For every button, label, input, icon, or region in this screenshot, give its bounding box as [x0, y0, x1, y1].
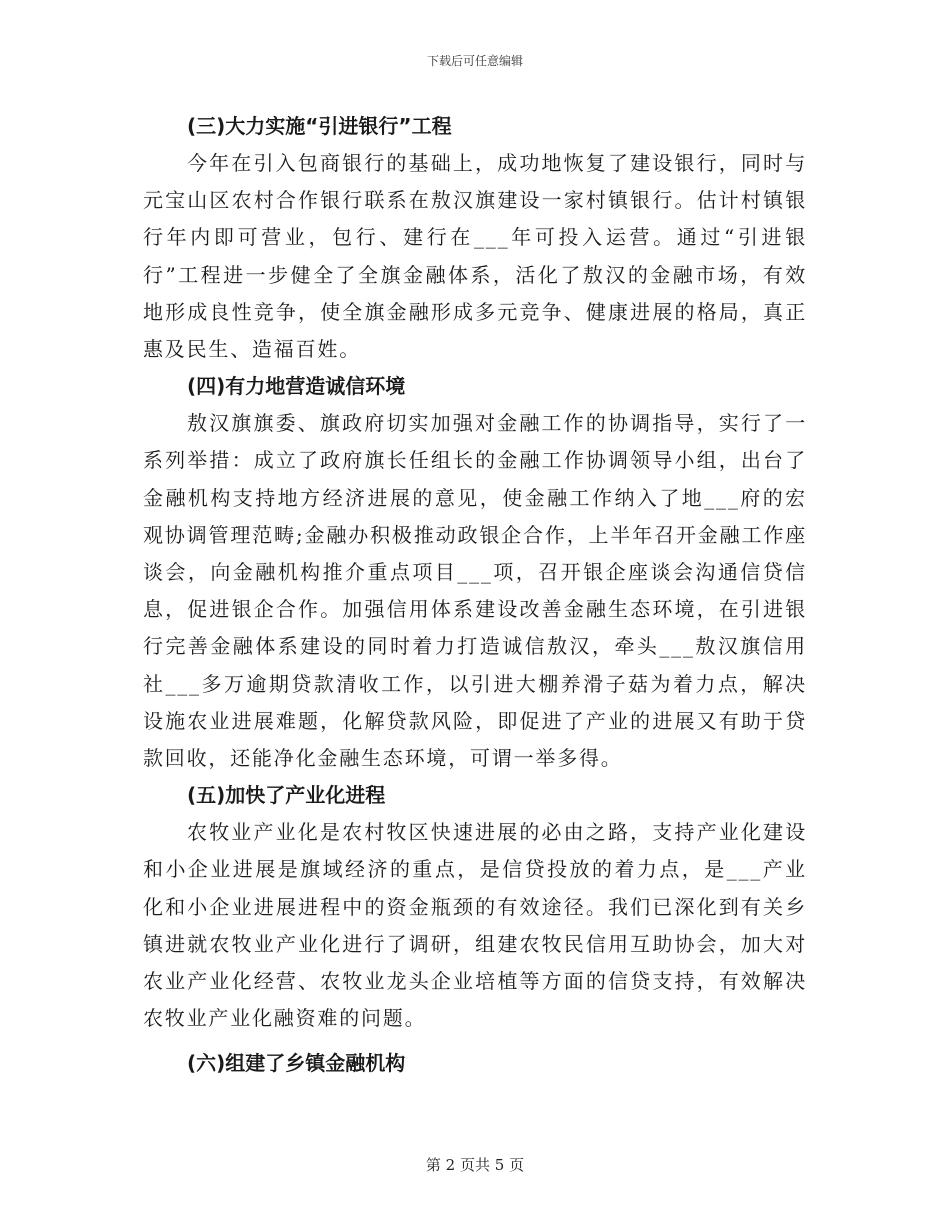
page-footer: 第 2 页共 5 页: [425, 1156, 525, 1174]
section-heading-3: (三)大力实施“引进银行”工程: [187, 114, 452, 138]
section-paragraph-3: 今年在引入包商银行的基础上，成功地恢复了建设银行，同时与元宝山区农村合作银行联系在敖汉旗建设一家村镇银行。估计村镇银行年内即可营业，包行、建行在___年可投入运营。通过“引进银行”工程进一步健全了全旗金融体系，活化了敖汉的金融市场，有效地形成良性竞争，使全旗金融形成多元竞争、健康进展的格局，真正惠及民生、造福百姓。: [143, 151, 807, 362]
section-heading-4: (四)有力地营造诚信环境: [187, 374, 406, 399]
section-paragraph-4: 敖汉旗旗委、旗政府切实加强对金融工作的协调指导，实行了一系列举措：成立了政府旗长任组长的金融工作协调领导小组，出台了金融机构支持地方经济进展的意见，使金融工作纳入了地___府的宏观协调管理范畴;金融办积极推动政银企合作，上半年召开金融工作座谈会，向金融机构推介重点项目___项，召开银企座谈会沟通信贷信息，促进银企合作。加强信用体系建设改善金融生态环境，在引进银行完善金融体系建设的同时着力打造诚信敖汉，牵头___敖汉旗信用社___多万逾期贷款清收工作，以引进大棚养滑子菇为着力点，解决设施农业进展难题，化解贷款风险，即促进了产业的进展又有助于贷款回收，还能净化金融生态环境，可谓一举多得。: [143, 411, 807, 771]
page-header: 下载后可任意编辑: [426, 54, 523, 68]
section-paragraph-5: 农牧业产业化是农村牧区快速进展的必由之路，支持产业化建设和小企业进展是旗域经济的重点，是信贷投放的着力点，是___产业化和小企业进展进程中的资金瓶颈的有效途径。我们已深化到有关乡镇进就农牧业产业化进行了调研，组建农牧民信用互助协会，加大对农业产业化经营、农牧业龙头企业培植等方面的信贷支持，有效解决农牧业产业化融资难的问题。: [143, 820, 807, 1031]
section-heading-5: (五)加快了产业化进程: [187, 783, 386, 808]
document-body: [143, 108, 807, 1082]
section-heading-6: (六)组建了乡镇金融机构: [187, 1051, 406, 1076]
